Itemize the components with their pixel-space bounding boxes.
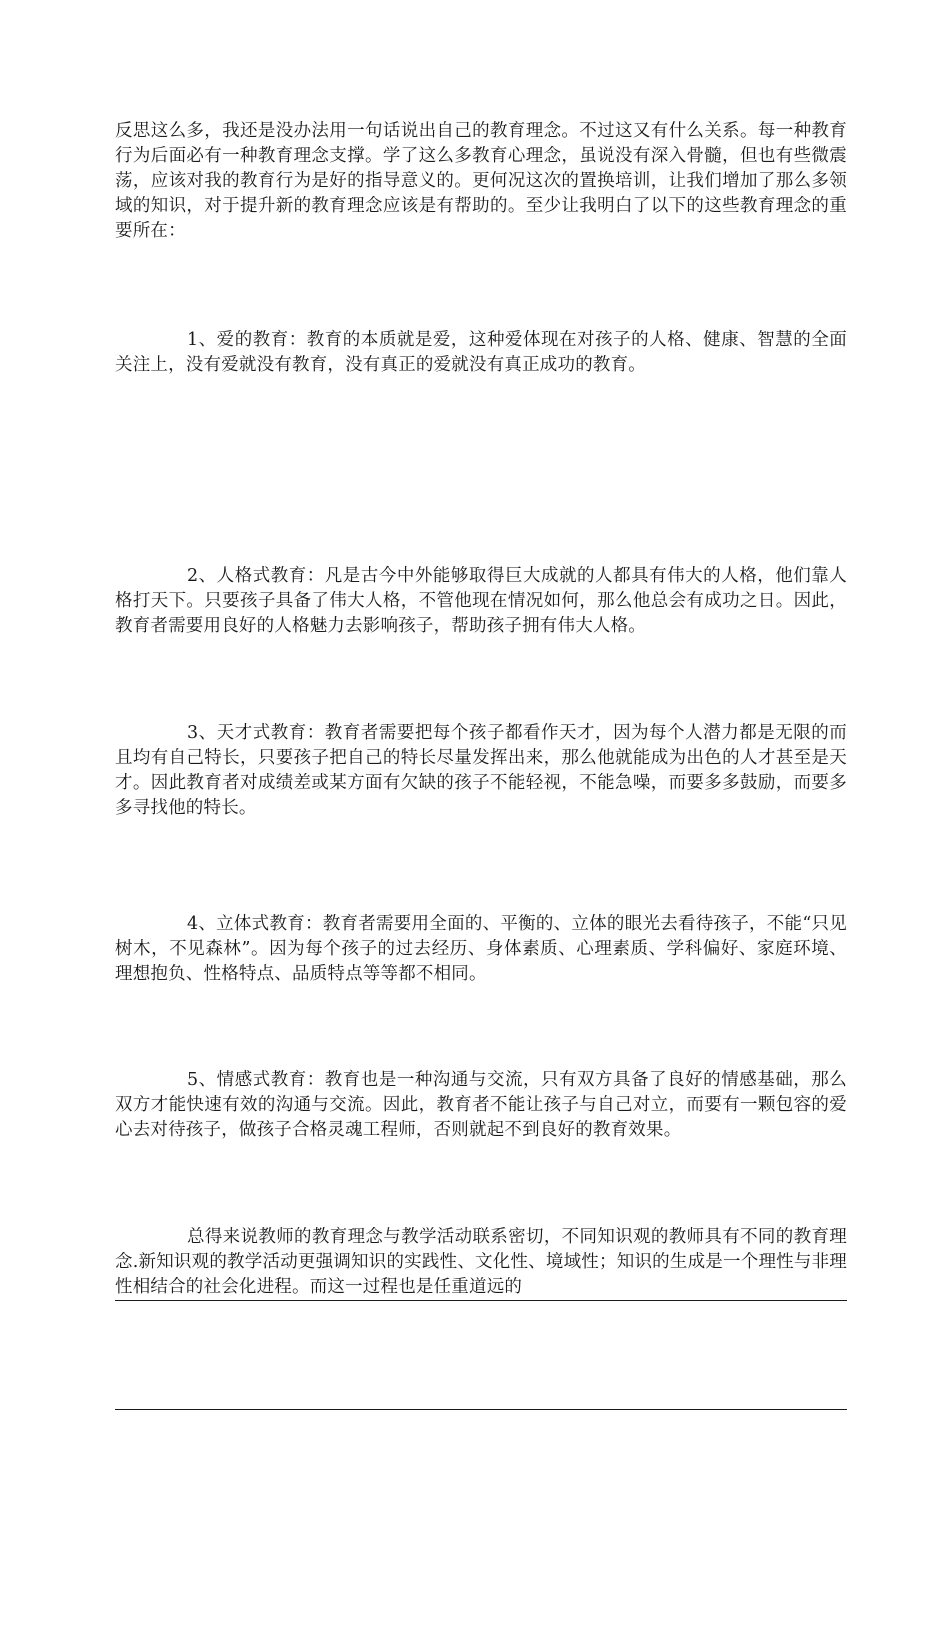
list-item-personality-education: 2、人格式教育：凡是古今中外能够取得巨大成就的人都具有伟大的人格，他们靠人格打天下。只要孩子具备了伟大人格，不管他现在情况如何，那么他总会有成功之日。因此，教育者需要用良好的人格魅力去影响孩子，帮助孩子拥有伟大人格。 — [115, 566, 847, 636]
list-item-holistic-education: 4、立体式教育：教育者需要用全面的、平衡的、立体的眼光去看待孩子，不能“只见树木，不见森林”。因为每个孩子的过去经历、身体素质、心理素质、学科偏好、家庭环境、理想抱负、性格特点、品质特点等等都不相同。 — [115, 914, 847, 984]
list-item-genius-education: 3、天才式教育：教育者需要把每个孩子都看作天才，因为每个人潜力都是无限的而且均有自己特长，只要孩子把自己的特长尽量发挥出来，那么他就能成为出色的人才甚至是天才。因此教育者对成绩差或某方面有欠缺的孩子不能轻视，不能急噪，而要多多鼓励，而要多多寻找他的特长。 — [115, 723, 847, 818]
list-item-love-education: 1、爱的教育：教育的本质就是爱，这种爱体现在对孩子的人格、健康、智慧的全面关注上，没有爱就没有教育，没有真正的爱就没有真正成功的教育。 — [115, 330, 847, 375]
summary-paragraph: 总得来说教师的教育理念与教学活动联系密切，不同知识观的教师具有不同的教育理念.新知识观的教学活动更强调知识的实践性、文化性、境域性；知识的生成是一个理性与非理性相结合的社会化进程。而这一过程也是任重道远的 — [115, 1227, 847, 1297]
list-item-emotional-education: 5、情感式教育：教育也是一种沟通与交流，只有双方具备了良好的情感基础，那么双方才能快速有效的沟通与交流。因此，教育者不能让孩子与自己对立，而要有一颗包容的爱心去对待孩子，做孩子合格灵魂工程师，否则就起不到良好的教育效果。 — [115, 1070, 847, 1140]
divider-line — [115, 1300, 847, 1301]
intro-paragraph: 反思这么多，我还是没办法用一句话说出自己的教育理念。不过这又有什么关系。每一种教育行为后面必有一种教育理念支撑。学了这么多教育心理念，虽说没有深入骨髓，但也有些微震荡，应该对我的教育行为是好的指导意义的。更何况这次的置换培训，让我们增加了那么多领域的知识，对于提升新的教育理念应该是有帮助的。至少让我明白了以下的这些教育理念的重要所在： — [115, 121, 847, 241]
divider-line — [115, 1409, 847, 1410]
